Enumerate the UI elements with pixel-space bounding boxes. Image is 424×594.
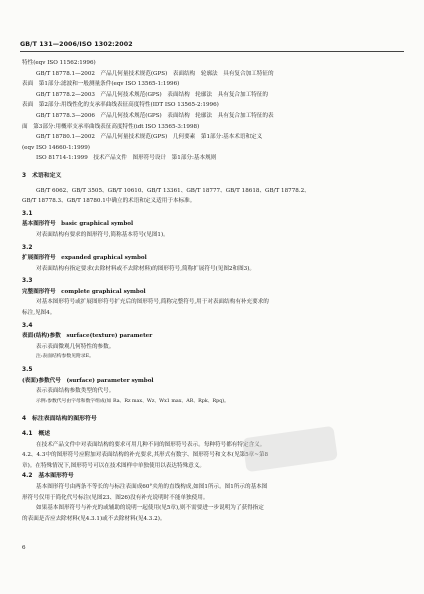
term-note: 注:表面结构参数见附录E。 [36, 354, 94, 360]
clause-number: 3.2 [22, 244, 33, 251]
term-title: 完整图形符号 complete graphical symbol [22, 288, 146, 295]
reference-line: 特性(eqv ISO 11562:1996) [22, 60, 96, 66]
term-definition: 表示表面微观几何特性的参数。 [36, 343, 115, 350]
paragraph-line: 形符号仅用于简化代号标注(见图23、图26)没有补充说明时不能单独使用。 [22, 494, 209, 501]
reference-line: GB/T 18778.1—2002 产品几何量技术规范(GPS) 表面结构 轮廓法 具有复合加工特征的 [36, 70, 274, 77]
term-title: 基本图形符号 basic graphical symbol [22, 221, 134, 228]
paragraph-line: 的表面是否应去除材料(见4.3.1)或不去除材料(见4.3.2)。 [22, 515, 166, 522]
paragraph-line: 基本图形符号由两条不等长的与标注表面成60°夹角的直线构成,如图1所示。图1所示的基本图 [36, 483, 268, 490]
reference-line: GB/T 18778.2—2003 产品几何技术规范(GPS) 表面结构 轮廓法 具有复合加工特征的 [36, 91, 268, 98]
term-definition: 对表面结构有要求的图形符号,简称基本符号(见图1)。 [36, 231, 169, 238]
term-definition: 对表面结构有指定要求(去除材料或不去除材料)的图形符号,简称扩展符号(见图2和图3)。 [36, 265, 256, 272]
clause-number: 3.5 [22, 367, 33, 374]
clause-number: 3.4 [22, 322, 33, 329]
section-heading: 4 标注表面结构的图形符号 [22, 416, 97, 423]
reference-line: 表面 第2部分:用线性化的支承率曲线表征高度特性(IDT ISO 13565-2:1996) [22, 102, 219, 109]
paragraph-line: 如果基本图形符号与补充的或辅助的说明一起使用(见5章),则不需要进一步说明为了获得指定 [36, 505, 264, 512]
reference-line: GB/T 18778.3—2006 产品几何技术规范(GPS) 表面结构 轮廓法 具有复合加工特征的表 [36, 112, 274, 119]
reference-line: ISO 81714-1:1999 技术产品文件 图形符号设计 第1部分:基本规则 [36, 155, 217, 162]
reference-line: GB/T 18780.1—2002 产品几何量技术规范(GPS) 几何要素 第1部分:基本术语和定义 [36, 134, 263, 141]
paragraph-line: 在技术产品文件中对表面结构的要求可用几种不同的图形符号表示。每种符号都有特定含义。 [36, 441, 266, 448]
paragraph-line: GB/T 6062、GB/T 3505、GB/T 10610、GB/T 13361、GB/T 18777、GB/T 18618、GB/T 18778.2、 [36, 187, 310, 194]
term-definition: 表示表面结构参数类型的代号。 [36, 388, 115, 395]
paragraph-line: 4.2、4.3中的图形符号应附加对表面结构的补充要求,其形式有数字、图形符号和文本(见第5章~第8 [22, 452, 269, 459]
term-title: (表面)参数代号 (surface) parameter symbol [22, 377, 154, 384]
reference-line: 面 第3部分:用概率支承率曲线表征高度特性(idt ISO 13565-3:1998) [22, 123, 200, 130]
header-rule [20, 51, 404, 52]
subsection-heading: 4.2 基本图形符号 [22, 473, 74, 480]
page-number: 6 [22, 545, 26, 551]
clause-number: 3.3 [22, 278, 33, 285]
document-number: GB/T 131—2006/ISO 1302:2002 [20, 41, 133, 48]
clause-number: 3.1 [22, 210, 33, 217]
term-title: 表面(结构)参数 surface(texture) parameter [22, 333, 153, 340]
paragraph-line: GB/T 18778.3、GB/T 18780.1中确立的术语和定义适用于本标准。 [22, 198, 196, 205]
term-example: 示例:参数代号由字母和数字组成(如 Ra、Rz max、Wz、Wx1 max、AR、Rpk、Rpq)。 [36, 398, 229, 404]
term-definition: 标注,见图4。 [22, 310, 56, 317]
reference-line: 表面 第1部分:滤波和一般测量条件(eqv ISO 13565-1:1996) [22, 81, 180, 88]
term-title: 扩展图形符号 expanded graphical symbol [22, 255, 147, 262]
paragraph-line: 章)。在特殊情况下,图形符号可以在技术图样中单独使用以表达特殊意义。 [22, 462, 205, 469]
subsection-heading: 4.1 概述 [22, 431, 51, 437]
term-definition: 对基本图形符号或扩展图形符号扩充后的图形符号,简称完整符号,用于对表面结构有补充要求的 [36, 299, 269, 306]
reference-line: (eqv ISO 14660-1:1999) [22, 144, 90, 151]
page-body [22, 58, 404, 524]
section-heading: 3 术语和定义 [22, 172, 62, 179]
